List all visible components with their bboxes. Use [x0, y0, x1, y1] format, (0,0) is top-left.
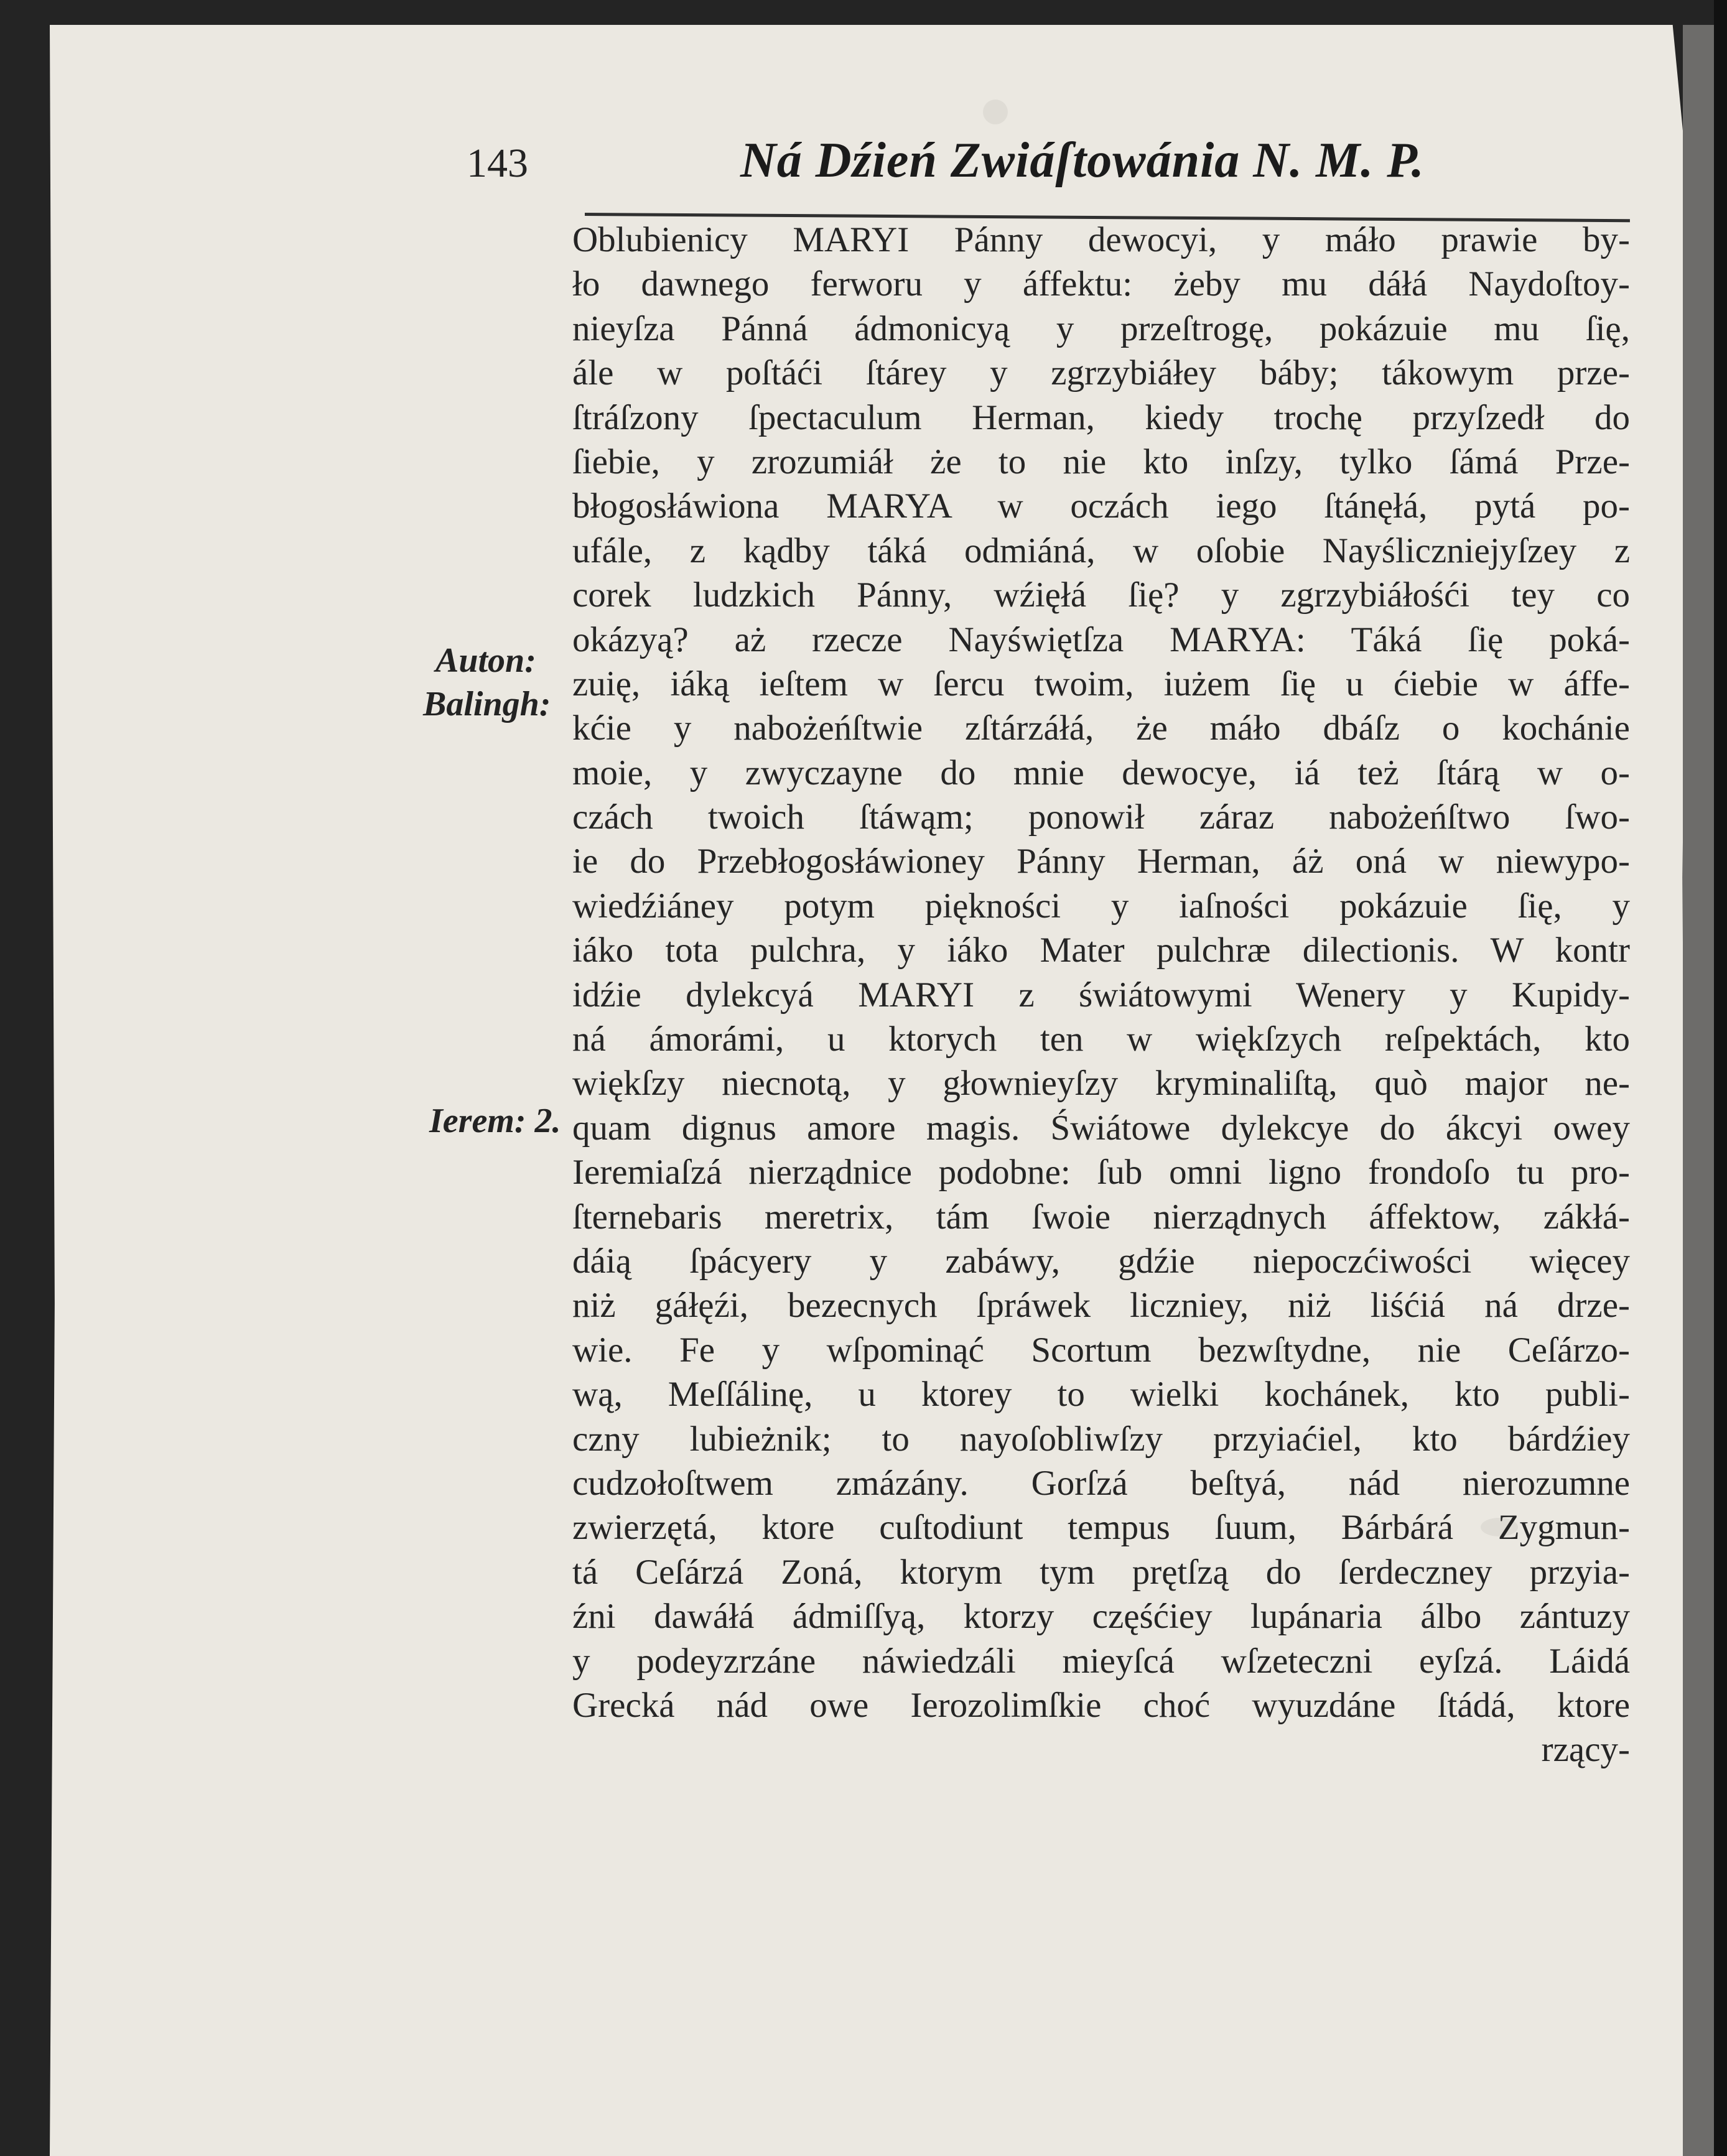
text-line: ło dawnego ferworu y áffektu: żeby mu dáłá Naydoſtoy- [572, 264, 1630, 304]
text-line: Grecká nád owe Ierozolimſkie choć wyuzdáne ſtádá, ktore [572, 1685, 1630, 1725]
text-line: niż gáłęźi, bezecnych ſpráwek liczniey, niż liśćiá ná drze- [572, 1286, 1630, 1326]
text-line: wie. Fe y wſpominąć Scortum bezwſtydne, nie Ceſárzo- [572, 1330, 1630, 1370]
page-number: 143 [467, 141, 528, 186]
text-line: czny lubieżnik; to nayoſobliwſzy przyiaćiel, kto bárdźiey [572, 1419, 1630, 1459]
text-line: idźie dylekcyá MARYI z świátowymi Wenery y Kupidy- [572, 975, 1630, 1015]
text-line: ná ámorámi, u ktorych ten w więkſzych reſpektách, kto [572, 1020, 1630, 1059]
body-text [572, 218, 1630, 1772]
text-line: moie, y zwyczayne do mnie dewocye, iá też ſtárą w o- [572, 753, 1630, 792]
margin-note-ierem: Ierem: 2. [429, 1102, 561, 1140]
catchword: rzący- [1541, 1730, 1630, 1770]
running-title: Ná Dźień Zwiáſtowánia N. M. P. [740, 133, 1425, 188]
text-line: Oblubienicy MARYI Pánny dewocyi, y máło prawie by- [572, 220, 1630, 259]
text-line: ſiebie, y zrozumiáł że to nie kto inſzy, tylko ſámá Prze- [572, 442, 1630, 481]
text-line: ſtráſzony ſpectaculum Herman, kiedy trochę przyſzedł do [572, 397, 1630, 437]
text-line: ie do Przebłogosłáwioney Pánny Herman, áż oná w niewypo- [572, 842, 1630, 881]
text-line: więkſzy niecnotą, y głownieyſzy kryminaliſtą, quò major ne- [572, 1064, 1630, 1104]
text-line: wą, Meſſálinę, u ktorey to wielki kochánek, kto publi- [572, 1375, 1630, 1415]
text-line: okázyą? aż rzecze Nayświętſza MARYA: Táká ſię poká- [572, 620, 1630, 659]
margin-note-balingh: Balingh: [423, 685, 551, 723]
text-line: wiedźiáney potym piękności y iaſności pokázuie ſię, y [572, 886, 1630, 926]
margin-note-auton: Auton: [435, 641, 536, 680]
text-line: nieyſza Pánná ádmonicyą y przeſtrogę, pokázuie mu ſię, [572, 309, 1630, 348]
text-line: zwierzętá, ktore cuſtodiunt tempus ſuum, Bárbárá Zygmun- [572, 1508, 1630, 1548]
scan-border [1714, 0, 1727, 2156]
text-line: ufále, z kądby táká odmiáná, w oſobie Nayśliczniejyſzey z [572, 531, 1630, 570]
text-line: Ieremiaſzá nierządnice podobne: ſub omni ligno frondoſo tu pro- [572, 1153, 1630, 1192]
text-line: iáko tota pulchra, y iáko Mater pulchræ dilectionis. W kontr [572, 931, 1630, 970]
text-line: quam dignus amore magis. Świátowe dylekcye do ákcyi owey [572, 1108, 1630, 1148]
text-line: cudzołoſtwem zmázány. Gorſzá beſtyá, nád nierozumne [572, 1463, 1630, 1503]
text-line: czách twoich ſtáwąm; ponowił záraz nabożeńſtwo ſwo- [572, 797, 1630, 837]
text-line: y podeyzrzáne náwiedzáli mieyſcá wſzeteczni eyſzá. Láidá [572, 1641, 1630, 1681]
paper-stain [983, 100, 1008, 124]
text-line: ále w poſtáći ſtárey y zgrzybiáłey báby; tákowym prze- [572, 353, 1630, 393]
text-line: zuię, iáką ieſtem w ſercu twoim, iużem ſię u ćiebie w áffe- [572, 664, 1630, 704]
text-line: dáią ſpácyery y zabáwy, gdźie niepoczćiwości więcey [572, 1241, 1630, 1281]
text-line: tá Ceſárzá Zoná, ktorym tym prętſzą do ſerdeczney przyia- [572, 1552, 1630, 1592]
text-line: ſternebaris meretrix, tám ſwoie nierządnych áffektow, zákłá- [572, 1197, 1630, 1237]
text-line: błogosłáwiona MARYA w oczách iego ſtánęłá, pytá po- [572, 486, 1630, 526]
text-line: źni dawáłá ádmiſſyą, ktorzy częśćiey lupánaria álbo zántuzy [572, 1597, 1630, 1637]
text-line: corek ludzkich Pánny, wźięłá ſię? y zgrzybiáłośći tey co [572, 575, 1630, 615]
text-line: kćie y nabożeńſtwie zſtárzáłá, że máło dbáſz o kochánie [572, 709, 1630, 748]
